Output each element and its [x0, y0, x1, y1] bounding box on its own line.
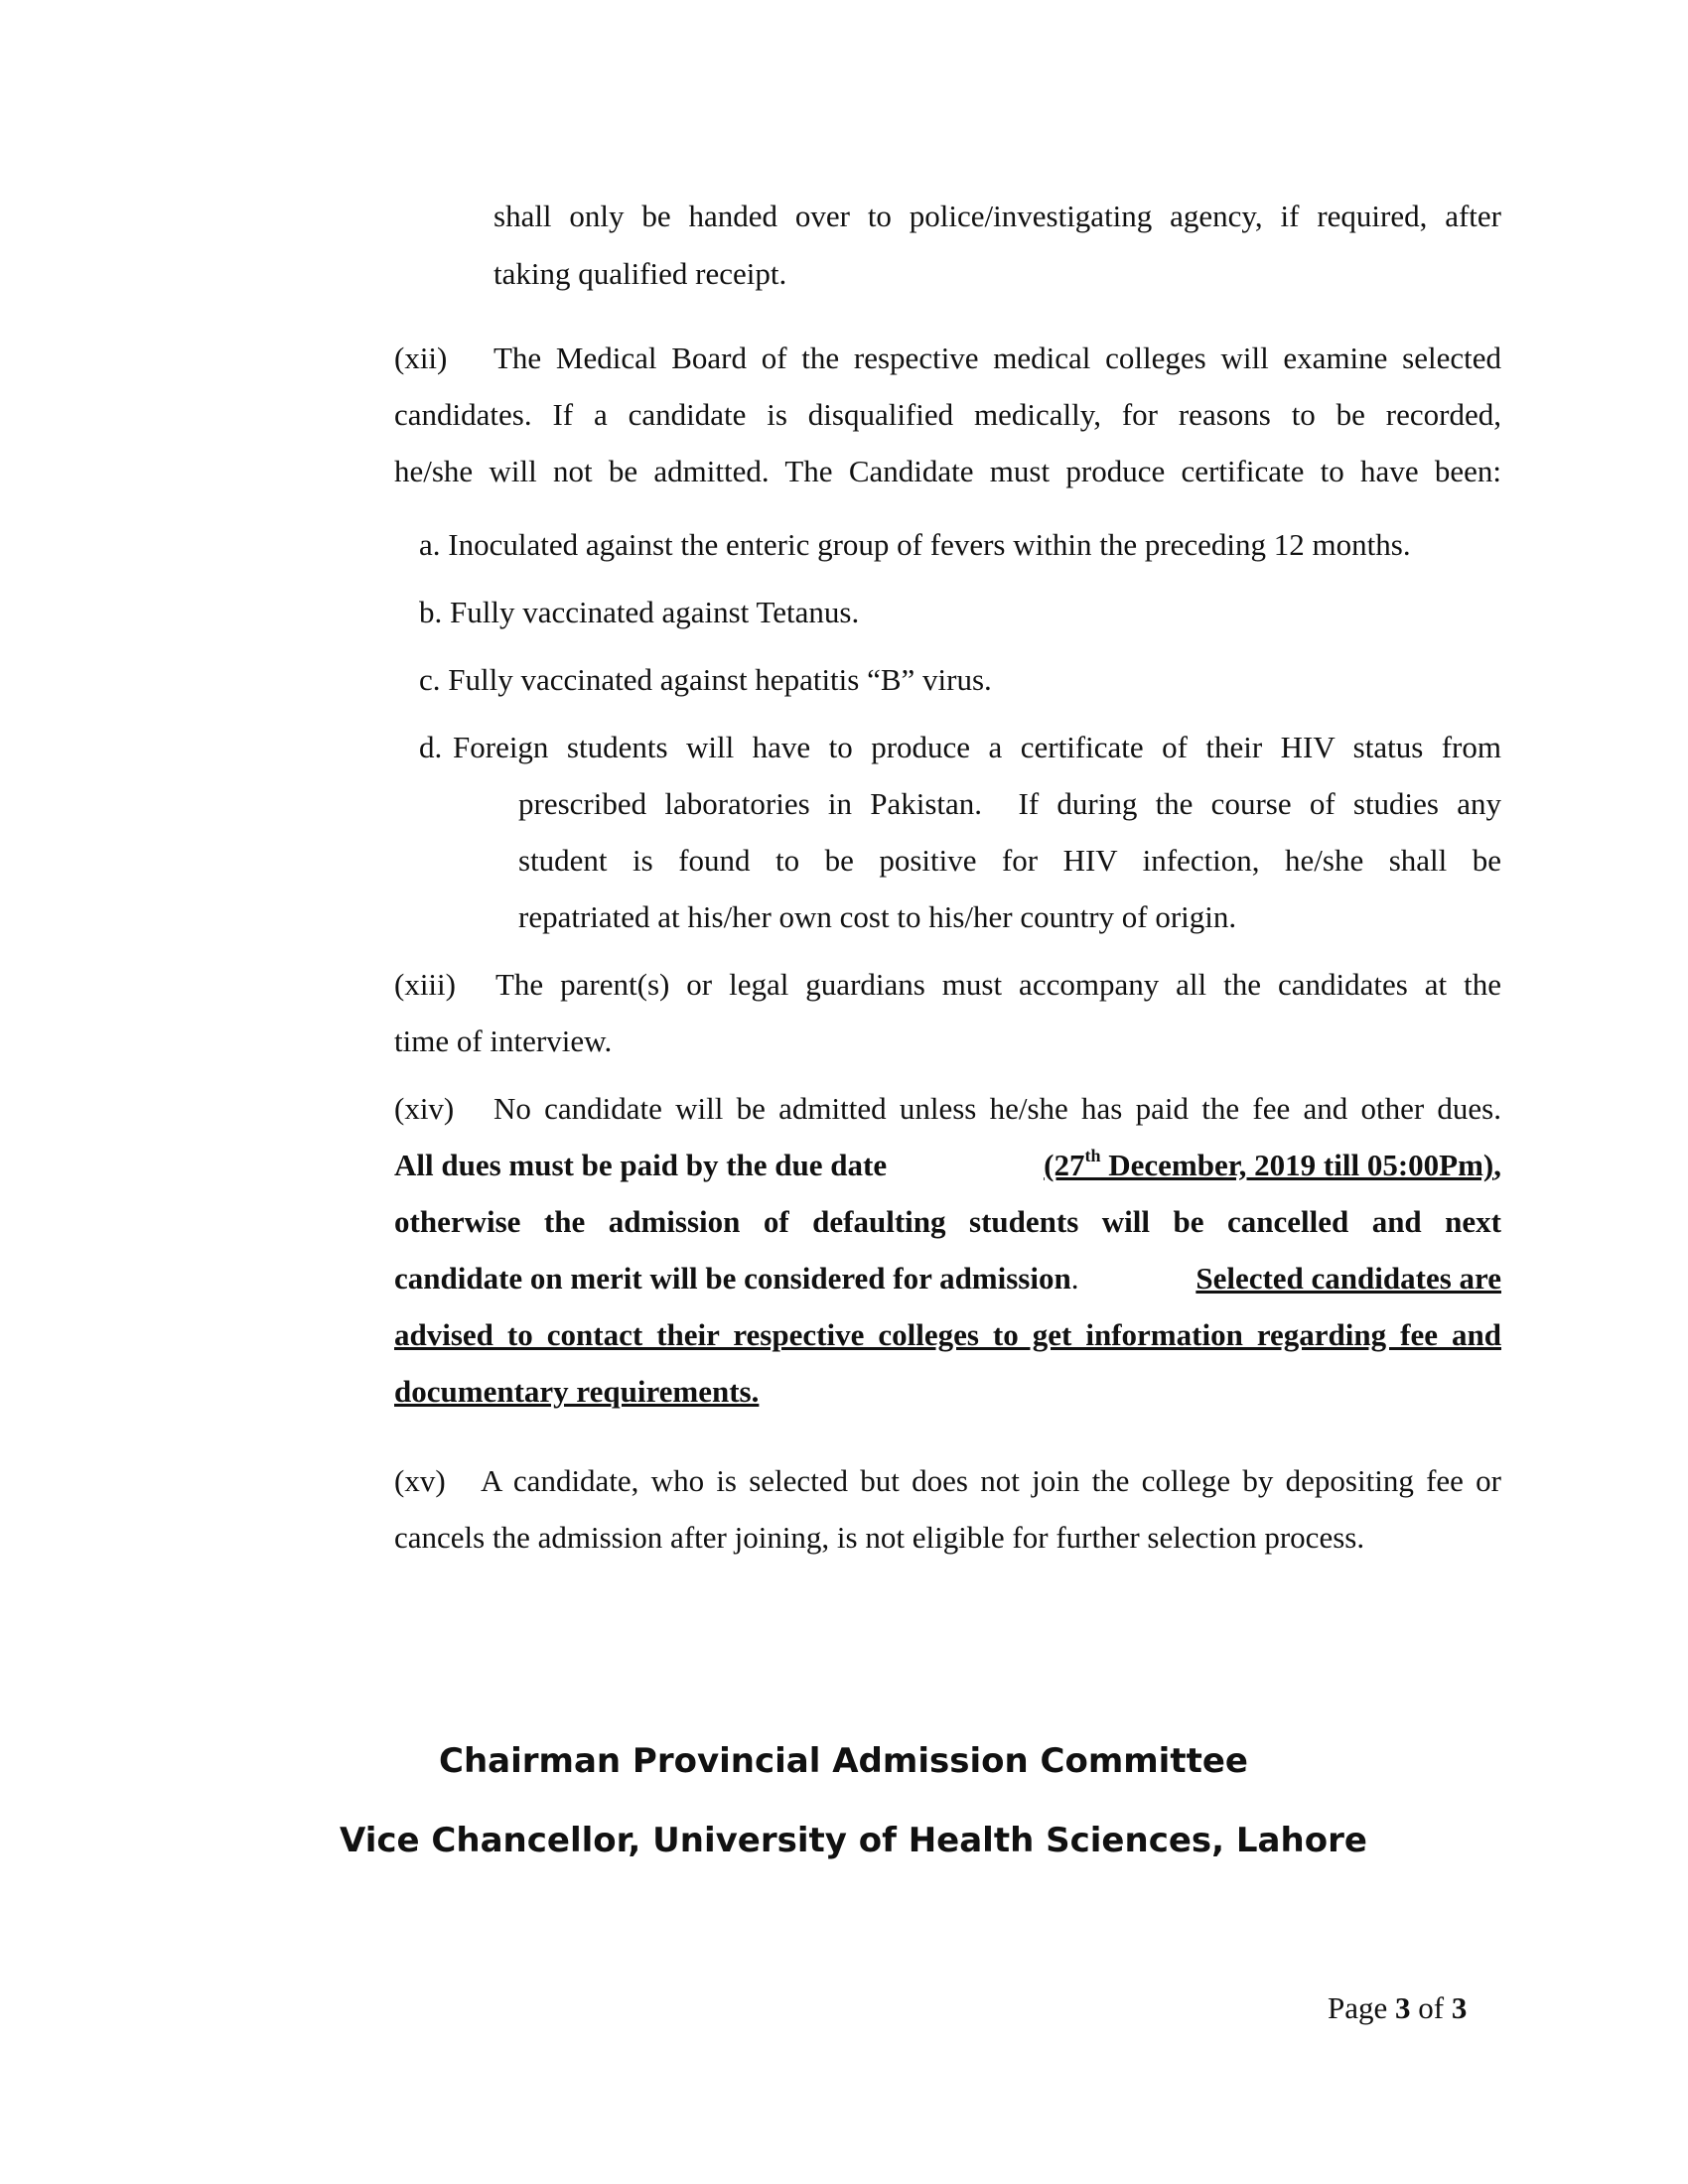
due-date-lead: All dues must be paid by the due date	[394, 1148, 888, 1182]
sub-item-a-letter: a.	[419, 527, 441, 562]
item-xii-number: (xii)	[394, 341, 448, 375]
due-date-sup: th	[1084, 1146, 1101, 1165]
item-xii-line-3: he/she will not be admitted. The Candidate must produce certificate to have been:	[394, 454, 1501, 488]
sub-item-d-letter: d.	[419, 730, 443, 764]
item-xiv-line-6: documentary requirements.	[394, 1374, 760, 1409]
due-date-box	[1044, 1146, 1501, 1185]
sub-item-d-line-2: prescribed laboratories in Pakistan. If during the course of studies any	[518, 786, 1501, 821]
item-xiv-line-5: advised to contact their respective colleges to get information regarding fee and	[394, 1317, 1501, 1352]
sub-item-b-letter: b.	[419, 595, 443, 629]
item-xv-line-2: cancels the admission after joining, is not eligible for further selection process.	[394, 1520, 1365, 1555]
item-xv-number: (xv)	[394, 1463, 446, 1498]
item-xv-text-1: A candidate, who is selected but does not join the college by depositing fee or	[481, 1463, 1501, 1498]
sub-item-b	[419, 593, 859, 632]
page-label: Page	[1328, 1990, 1388, 2025]
item-xii-line-1	[394, 339, 1501, 378]
item-xiv-line-2	[394, 1146, 1501, 1185]
page-total: 3	[1451, 1990, 1468, 2025]
sub-item-d-line-4: repatriated at his/her own cost to his/her country of origin.	[518, 899, 1237, 934]
due-date-comma: ,	[1493, 1148, 1501, 1182]
item-xiv-period: .	[1070, 1261, 1079, 1296]
sub-item-d-line-3: student is found to be positive for HIV infection, he/she shall be	[518, 843, 1501, 878]
item-xiv-selected-notice: Selected candidates are	[1196, 1261, 1501, 1296]
continuation-line-2: taking qualified receipt.	[493, 256, 787, 291]
signature-title-chairman: Chairman Provincial Admission Committee	[439, 1741, 1248, 1781]
signature-title-vice-chancellor: Vice Chancellor, University of Health Sciences, Lahore	[340, 1821, 1367, 1860]
item-xiv-merit-text: candidate on merit will be considered for admission	[394, 1261, 1071, 1296]
sub-item-c-letter: c.	[419, 662, 441, 697]
item-xiv-text-1: No candidate will be admitted unless he/she has paid the fee and other dues.	[493, 1091, 1501, 1126]
due-date-rest: December, 2019 till 05:00Pm)	[1100, 1148, 1494, 1182]
item-xiv-line-3: otherwise the admission of defaulting students will be cancelled and next	[394, 1204, 1501, 1239]
sub-item-c-text: Fully vaccinated against hepatitis “B” virus.	[448, 662, 992, 697]
sub-item-d-text-1: Foreign students will have to produce a certificate of their HIV status from	[453, 730, 1501, 764]
item-xiv-line-4	[394, 1259, 1501, 1298]
due-date	[1044, 1148, 1493, 1182]
page-of-label: of	[1418, 1990, 1445, 2025]
item-xiii-line-2: time of interview.	[394, 1024, 613, 1058]
item-xiv-number: (xiv)	[394, 1091, 455, 1126]
continuation-line-1: shall only be handed over to police/investigating agency, if required, after	[493, 199, 1501, 233]
page-current: 3	[1395, 1990, 1411, 2025]
item-xii-line-2: candidates. If a candidate is disqualified medically, for reasons to be recorded,	[394, 397, 1501, 432]
item-xiii-text-1: The parent(s) or legal guardians must accompany all the candidates at the	[495, 967, 1501, 1002]
sub-item-a	[419, 525, 1411, 565]
page-number	[1328, 1988, 1467, 2028]
sub-item-a-text: Inoculated against the enteric group of fevers within the preceding 12 months.	[448, 527, 1411, 562]
sub-item-c	[419, 660, 992, 700]
due-date-open: (27	[1044, 1148, 1085, 1182]
sub-item-b-text: Fully vaccinated against Tetanus.	[450, 595, 860, 629]
item-xv-line-1	[394, 1461, 1501, 1501]
sub-item-d-line-1	[419, 728, 1501, 767]
item-xii-text-1: The Medical Board of the respective medical colleges will examine selected	[493, 341, 1501, 375]
item-xiii-number: (xiii)	[394, 967, 456, 1002]
item-xiv-line-1	[394, 1089, 1501, 1129]
item-xiii-line-1	[394, 965, 1501, 1005]
